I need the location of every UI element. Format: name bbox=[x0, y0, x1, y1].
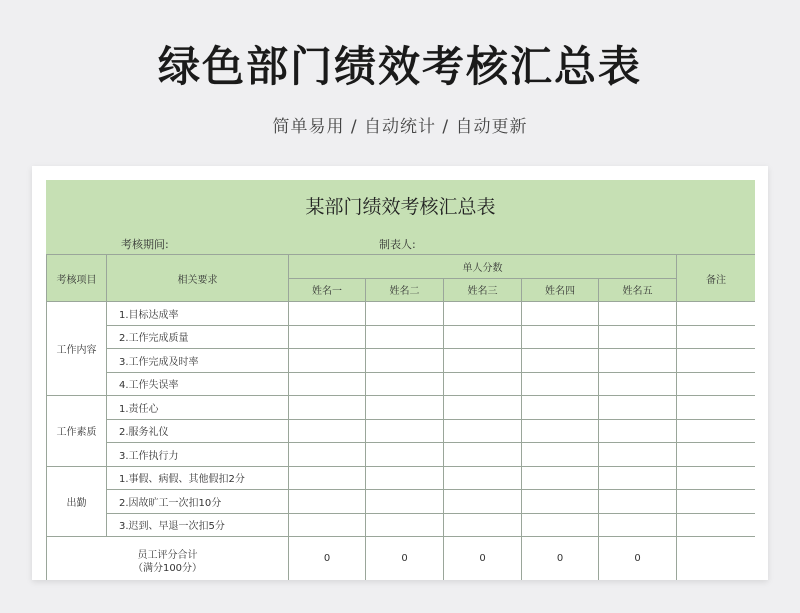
score-cell[interactable] bbox=[599, 443, 677, 467]
score-cell[interactable] bbox=[444, 490, 522, 514]
score-cell[interactable] bbox=[289, 513, 366, 537]
total-row bbox=[47, 537, 756, 581]
requirement-cell[interactable]: 2.服务礼仪 bbox=[107, 419, 289, 443]
requirement-cell[interactable]: 4.工作失误率 bbox=[107, 372, 289, 396]
score-cell[interactable] bbox=[366, 349, 444, 373]
sheet-title: 某部门绩效考核汇总表 bbox=[305, 196, 496, 218]
table-row bbox=[47, 443, 756, 467]
table-row bbox=[47, 349, 756, 373]
header-name-5: 姓名五 bbox=[599, 278, 677, 302]
score-cell[interactable] bbox=[444, 302, 522, 326]
score-cell[interactable] bbox=[289, 443, 366, 467]
requirement-cell[interactable]: 2.因故旷工一次扣10分 bbox=[107, 490, 289, 514]
total-score-1[interactable]: 0 bbox=[289, 537, 366, 581]
requirement-cell[interactable]: 1.责任心 bbox=[107, 396, 289, 420]
remark-cell[interactable] bbox=[677, 419, 755, 443]
requirement-cell[interactable]: 1.目标达成率 bbox=[107, 302, 289, 326]
total-label-cell[interactable] bbox=[47, 537, 289, 581]
score-cell[interactable] bbox=[522, 466, 599, 490]
score-cell[interactable] bbox=[289, 490, 366, 514]
score-cell[interactable] bbox=[444, 443, 522, 467]
header-name-1: 姓名一 bbox=[289, 278, 366, 302]
header-name-4: 姓名四 bbox=[522, 278, 599, 302]
table-row bbox=[47, 419, 756, 443]
score-cell[interactable] bbox=[444, 513, 522, 537]
assessment-period-label: 考核期间: bbox=[121, 238, 169, 251]
requirement-cell[interactable]: 1.事假、病假、其他假扣2分 bbox=[107, 466, 289, 490]
header-requirement: 相关要求 bbox=[107, 255, 289, 302]
remark-cell[interactable] bbox=[677, 302, 755, 326]
score-cell[interactable] bbox=[366, 443, 444, 467]
score-cell[interactable] bbox=[444, 466, 522, 490]
score-cell[interactable] bbox=[289, 396, 366, 420]
score-cell[interactable] bbox=[522, 490, 599, 514]
score-cell[interactable] bbox=[522, 443, 599, 467]
score-cell[interactable] bbox=[366, 325, 444, 349]
remark-cell[interactable] bbox=[677, 466, 755, 490]
table-row bbox=[47, 513, 756, 537]
remark-cell[interactable] bbox=[677, 372, 755, 396]
score-cell[interactable] bbox=[289, 302, 366, 326]
requirement-cell[interactable]: 3.工作完成及时率 bbox=[107, 349, 289, 373]
requirement-cell[interactable]: 3.迟到、早退一次扣5分 bbox=[107, 513, 289, 537]
group-work-content[interactable]: 工作内容 bbox=[47, 302, 107, 396]
sheet-banner bbox=[46, 180, 755, 254]
score-cell[interactable] bbox=[599, 349, 677, 373]
total-score-2[interactable]: 0 bbox=[366, 537, 444, 581]
table-maker-label: 制表人: bbox=[379, 238, 416, 251]
score-cell[interactable] bbox=[366, 490, 444, 514]
table-row bbox=[47, 396, 756, 420]
spreadsheet bbox=[46, 180, 755, 580]
remark-cell[interactable] bbox=[677, 443, 755, 467]
header-name-2: 姓名二 bbox=[366, 278, 444, 302]
page-subtitle: 简单易用 / 自动统计 / 自动更新 bbox=[272, 117, 528, 137]
score-cell[interactable] bbox=[289, 419, 366, 443]
score-cell[interactable] bbox=[289, 466, 366, 490]
header-remark: 备注 bbox=[677, 255, 755, 302]
score-cell[interactable] bbox=[599, 490, 677, 514]
score-cell[interactable] bbox=[522, 372, 599, 396]
score-cell[interactable] bbox=[522, 349, 599, 373]
score-cell[interactable] bbox=[444, 372, 522, 396]
remark-cell[interactable] bbox=[677, 325, 755, 349]
total-score-5[interactable]: 0 bbox=[599, 537, 677, 581]
score-cell[interactable] bbox=[444, 419, 522, 443]
score-cell[interactable] bbox=[289, 349, 366, 373]
score-cell[interactable] bbox=[599, 466, 677, 490]
sheet-card bbox=[32, 166, 768, 580]
score-cell[interactable] bbox=[444, 349, 522, 373]
score-cell[interactable] bbox=[366, 466, 444, 490]
score-cell[interactable] bbox=[366, 302, 444, 326]
score-cell[interactable] bbox=[599, 325, 677, 349]
score-cell[interactable] bbox=[522, 396, 599, 420]
total-label-note: （满分100分） bbox=[132, 562, 203, 574]
remark-cell[interactable] bbox=[677, 396, 755, 420]
table-row bbox=[47, 302, 756, 326]
total-score-3[interactable]: 0 bbox=[444, 537, 522, 581]
assessment-table bbox=[46, 254, 755, 580]
table-row bbox=[47, 372, 756, 396]
score-cell[interactable] bbox=[522, 325, 599, 349]
table-row bbox=[47, 490, 756, 514]
score-cell[interactable] bbox=[366, 372, 444, 396]
requirement-cell[interactable]: 2.工作完成质量 bbox=[107, 325, 289, 349]
total-score-4[interactable]: 0 bbox=[522, 537, 599, 581]
score-cell[interactable] bbox=[522, 419, 599, 443]
score-cell[interactable] bbox=[599, 302, 677, 326]
total-remark-cell[interactable] bbox=[677, 537, 755, 581]
table-row bbox=[47, 466, 756, 490]
score-cell[interactable] bbox=[366, 513, 444, 537]
score-cell[interactable] bbox=[289, 372, 366, 396]
header-item: 考核项目 bbox=[47, 255, 107, 302]
score-cell[interactable] bbox=[366, 419, 444, 443]
score-cell[interactable] bbox=[599, 513, 677, 537]
score-cell[interactable] bbox=[599, 396, 677, 420]
score-cell[interactable] bbox=[599, 419, 677, 443]
score-cell[interactable] bbox=[366, 396, 444, 420]
score-cell[interactable] bbox=[444, 325, 522, 349]
header-name-3: 姓名三 bbox=[444, 278, 522, 302]
score-cell[interactable] bbox=[522, 302, 599, 326]
page-title: 绿色部门绩效考核汇总表 bbox=[157, 42, 642, 91]
score-cell[interactable] bbox=[444, 396, 522, 420]
score-cell[interactable] bbox=[522, 513, 599, 537]
score-cell[interactable] bbox=[599, 372, 677, 396]
group-attendance[interactable]: 出勤 bbox=[47, 466, 107, 537]
total-label: 员工评分合计 bbox=[137, 549, 198, 561]
remark-cell[interactable] bbox=[677, 349, 755, 373]
table-row bbox=[47, 325, 756, 349]
header-score-group: 单人分数 bbox=[289, 255, 677, 279]
requirement-cell[interactable]: 3.工作执行力 bbox=[107, 443, 289, 467]
remark-cell[interactable] bbox=[677, 513, 755, 537]
score-cell[interactable] bbox=[289, 325, 366, 349]
remark-cell[interactable] bbox=[677, 490, 755, 514]
group-work-quality[interactable]: 工作素质 bbox=[47, 396, 107, 467]
